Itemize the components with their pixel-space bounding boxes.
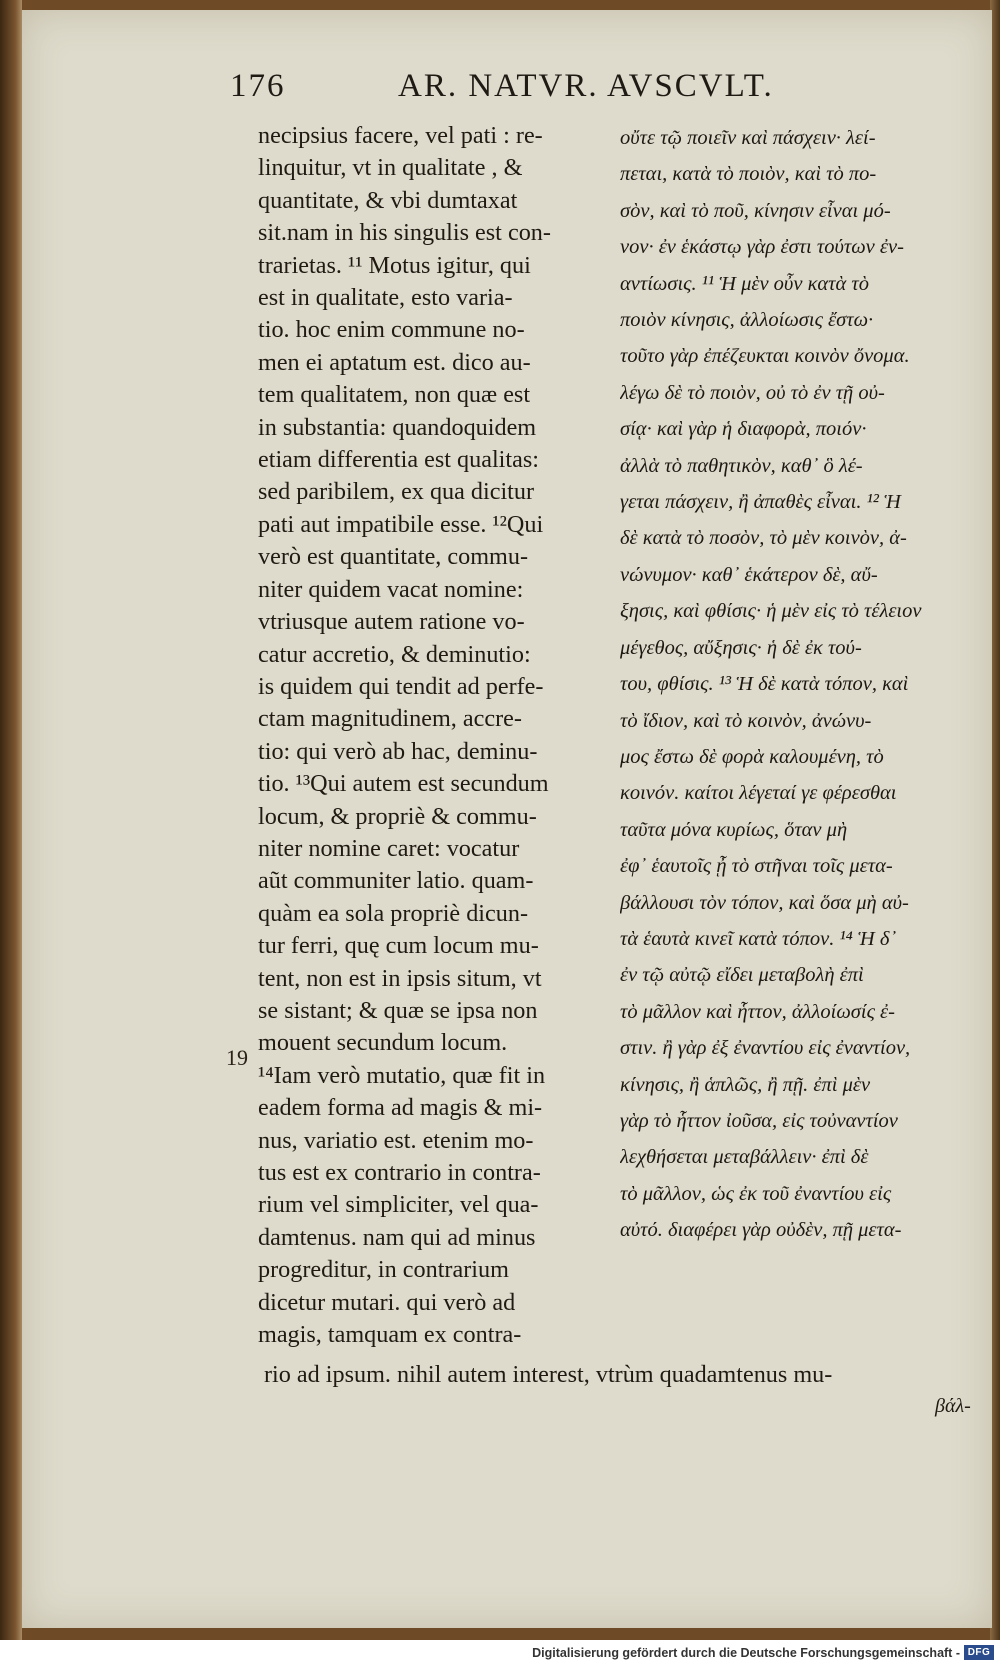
latin-column-line: vtriusque autem ratione vo-: [258, 608, 525, 636]
latin-column-line: eadem forma ad magis & mi-: [258, 1094, 543, 1122]
greek-column-line: κίνησις, ἢ ἁπλῶς, ἢ πῇ. ἐπὶ μὲν: [620, 1073, 871, 1096]
latin-column-line: tio. ¹³Qui autem est secundum: [258, 770, 549, 798]
margin-note-number: 19: [226, 1045, 248, 1070]
greek-column-line: ποιὸν κίνησις, ἀλλοίωσις ἔστω·: [620, 309, 874, 332]
dfg-logo: DFG: [964, 1645, 994, 1660]
latin-column-line: etiam differentia est qualitas:: [258, 446, 539, 474]
greek-column-line: ξησις, καὶ φθίσις· ἡ μὲν εἰς τὸ τέλειον: [620, 600, 922, 623]
greek-column-line: ἀλλὰ τὸ παθητικὸν, καθ᾽ ὃ λέ-: [620, 454, 863, 477]
page-number: 176: [230, 68, 286, 104]
greek-column-line: τὰ ἑαυτὰ κινεῖ κατὰ τόπον. ¹⁴ Ἡ δ᾽: [620, 927, 897, 950]
latin-column-line: men ei aptatum est. dico au-: [258, 348, 531, 376]
latin-column-line: progreditur, in contrarium: [258, 1256, 509, 1284]
greek-column-line: μος ἔστω δὲ φορὰ καλουμένη, τὸ: [620, 745, 884, 768]
latin-column-line: aũt communiter latio. quam-: [258, 867, 534, 895]
latin-column-line: verò est quantitate, commu-: [258, 543, 529, 571]
greek-column-line: οὔτε τῷ ποιεῖν καὶ πάσχειν· λεί-: [620, 127, 876, 149]
latin-column-line: sed paribilem, ex qua dicitur: [258, 478, 535, 506]
latin-column-line: se sistant; & quæ se ipsa non: [258, 996, 538, 1024]
greek-column-line: νώνυμον· καθ᾽ ἑκάτερον δὲ, αὔ-: [620, 563, 878, 586]
running-title: AR. NATVR. AVSCVLT.: [398, 68, 774, 104]
latin-column-line: nus, variatio est. etenim mo-: [258, 1126, 534, 1154]
greek-column-line: μέγεθος, αὔξησις· ἡ δὲ ἐκ τού-: [620, 636, 862, 659]
latin-column-line: rium vel simpliciter, vel qua-: [258, 1191, 539, 1219]
greek-column-line: λεχθήσεται μεταβάλλειν· ἐπὶ δὲ: [620, 1146, 869, 1169]
latin-column-line: locum, & propriè & commu-: [258, 802, 537, 830]
greek-column-line: τοῦτο γὰρ ἐπέζευκται κοινὸν ὄνομα.: [620, 345, 910, 368]
greek-column-line: αντίωσις. ¹¹ Ἡ μὲν οὖν κατὰ τὸ: [620, 272, 869, 295]
latin-column-line: tur ferri, quę cum locum mu-: [258, 932, 539, 960]
greek-column-line: τὸ ἴδιον, καὶ τὸ κοινὸν, ἀνώνυ-: [620, 709, 872, 732]
greek-column-line: στιν. ἢ γὰρ ἐξ ἐναντίου εἰς ἐναντίον,: [620, 1037, 911, 1060]
book-spine-shadow: [0, 0, 22, 1640]
latin-column-line: sit.nam in his singulis est con-: [258, 219, 551, 247]
greek-column-line: ἐφ᾽ ἑαυτοῖς ᾖ τὸ στῆναι τοῖς μετα-: [620, 855, 893, 878]
latin-column: [258, 120, 603, 1351]
greek-column-line: κοινόν. καίτοι λέγεταί γε φέρεσθαι: [620, 782, 897, 805]
latin-column-line: is quidem qui tendit ad perfe-: [258, 672, 544, 700]
latin-column-line: mouent secundum locum.: [258, 1029, 508, 1057]
latin-column-line: tus est ex contrario in contra-: [258, 1159, 541, 1186]
greek-column-line: γὰρ τὸ ἧττον ἰοῦσα, εἰς τοὐναντίον: [620, 1109, 898, 1132]
greek-column-line: ἐν τῷ αὐτῷ εἴδει μεταβολὴ ἐπὶ: [620, 964, 864, 987]
latin-column-line: damtenus. nam qui ad minus: [258, 1223, 536, 1251]
latin-column-line: necipsius facere, vel pati : re-: [258, 122, 543, 149]
latin-column-line: pati aut impatibile esse. ¹²Qui: [258, 510, 544, 538]
greek-column-line: σὸν, καὶ τὸ ποῦ, κίνησιν εἶναι μό-: [620, 199, 891, 222]
latin-column-line: niter nomine caret: vocatur: [258, 834, 520, 862]
latin-column-line: dicetur mutari. qui verò ad: [258, 1288, 516, 1316]
greek-column-line: βάλλουσι τὸν τόπον, καὶ ὅσα μὴ αὐ-: [620, 891, 909, 914]
greek-column-line: γεται πάσχειν, ἢ ἀπαθὲς εἶναι. ¹² Ἡ: [620, 491, 901, 514]
greek-column-line: ταῦτα μόνα κυρίως, ὅταν μὴ: [620, 818, 848, 841]
latin-column-line: tio. hoc enim commune no-: [258, 316, 525, 344]
latin-column-line: linquitur, vt in qualitate , &: [258, 154, 523, 182]
greek-column-line: πεται, κατὰ τὸ ποιὸν, καὶ τὸ πο-: [620, 163, 877, 186]
greek-column-line: σίᾳ· καὶ γὰρ ἡ διαφορὰ, ποιόν·: [620, 418, 867, 441]
greek-column: [620, 120, 970, 1249]
latin-column-line: tem qualitatem, non quæ est: [258, 381, 531, 409]
latin-column-line: ctam magnitudinem, accre-: [258, 705, 522, 733]
full-width-bottom-line: rio ad ipsum. nihil autem interest, vtrùm quadamtenus mu-: [264, 1361, 833, 1388]
latin-column-line: tent, non est in ipsis situm, vt: [258, 964, 542, 992]
digitization-credit: Digitalisierung gefördert durch die Deutsche Forschungsgemeinschaft -: [532, 1646, 960, 1660]
greek-column-line: τὸ μᾶλλον, ὡς ἐκ τοῦ ἐναντίου εἰς: [620, 1182, 892, 1205]
latin-column-line: est in qualitate, esto varia-: [258, 284, 513, 312]
greek-column-line: λέγω δὲ τὸ ποιὸν, οὐ τὸ ἐν τῇ οὐ-: [620, 381, 885, 404]
latin-column-line: ¹⁴Iam verò mutatio, quæ fit in: [258, 1061, 546, 1089]
latin-column-line: magis, tamquam ex contra-: [258, 1321, 522, 1349]
greek-column-line: δὲ κατὰ τὸ ποσὸν, τὸ μὲν κοινὸν, ἀ-: [620, 527, 907, 550]
latin-column-line: trarietas. ¹¹ Motus igitur, qui: [258, 251, 531, 279]
latin-column-line: catur accretio, & deminutio:: [258, 640, 531, 668]
greek-column-line: αὐτό. διαφέρει γὰρ οὐδὲν, πῇ μετα-: [620, 1219, 902, 1242]
latin-column-line: quàm ea sola propriè dicun-: [258, 899, 528, 927]
latin-column-line: niter quidem vacat nomine:: [258, 575, 524, 603]
latin-column-line: tio: qui verò ab hac, deminu-: [258, 737, 538, 765]
catchword: βάλ-: [935, 1395, 971, 1417]
greek-column-line: του, φθίσις. ¹³ Ἡ δὲ κατὰ τόπον, καὶ: [620, 673, 909, 696]
greek-column-line: νον· ἐν ἑκάστῳ γὰρ ἐστι τούτων ἐν-: [620, 236, 904, 259]
latin-column-line: quantitate, & vbi dumtaxat: [258, 186, 518, 214]
latin-column-line: in substantia: quandoquidem: [258, 413, 537, 441]
greek-column-line: τὸ μᾶλλον καὶ ἧττον, ἀλλοίωσίς ἐ-: [620, 1000, 895, 1023]
